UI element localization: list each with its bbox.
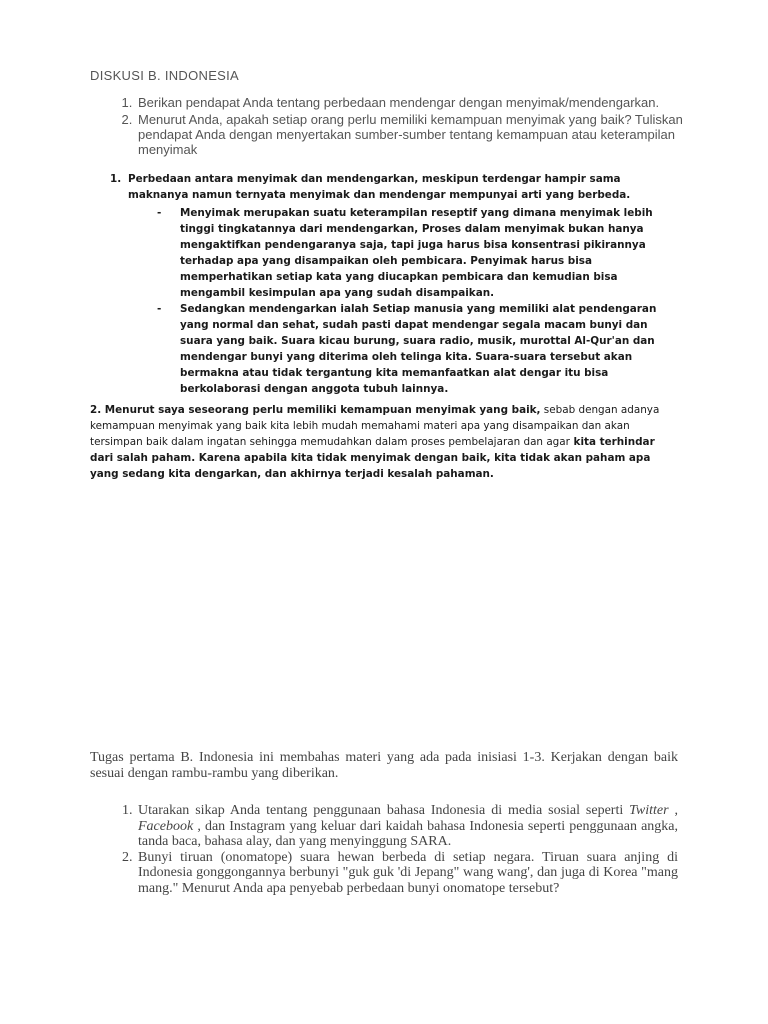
task-list (90, 803, 678, 896)
bullet-mendengarkan (110, 301, 670, 397)
facebook-name: Facebook (138, 818, 194, 834)
discussion-section (90, 68, 690, 159)
bullet-menyimak-rest: Proses dalam menyimak bukan hanya mengaktifkan pendengaranya saja, tapi juga harus bisa konsentrasi pikirannya terhadap apa yang disampaikan oleh pembicara. Penyimak harus bisa memperhatikan setiap kata yang diucapkan pembicara dan kemudian bisa mengambil kesimpulan apa yang sudah disampaikan. (180, 223, 646, 299)
task-intro: Tugas pertama B. Indonesia ini membahas materi yang ada pada inisiasi 1-3. Kerjakan dengan baik sesuai dengan rambu-rambu yang diberikan. (90, 750, 678, 781)
answer-1-bullets (110, 205, 670, 397)
answer-1-section (110, 171, 670, 397)
answer-1-number: 1. (110, 173, 122, 185)
task-section (90, 750, 678, 896)
answer-2 (90, 402, 660, 482)
task-item-1-end: , dan Instagram yang keluar dari kaidah bahasa Indonesia seperti penggunaan angka, tanda baca, bahasa alay, dan yang menyinggung SARA. (138, 818, 678, 849)
answer-2-light-mid: sebab dengan adanya kemampuan menyimak yang baik kita lebih mudah memahami materi apa yang disampaikan dan akan tersimpan baik dalam ingatan sehingga memudahkan dalam proses pembelajaran dan agar (90, 404, 660, 448)
task-item-1 (136, 803, 678, 850)
bullet-dash: - (157, 207, 162, 219)
task-item-1-separator: , (668, 803, 679, 818)
answer-1 (110, 171, 670, 203)
discussion-questions (90, 95, 690, 157)
discussion-heading: DISKUSI B. INDONESIA (90, 68, 240, 83)
question-2: 2. Menurut Anda, apakah setiap orang perlu memiliki kemampuan menyimak yang baik? Tuliskan pendapat Anda dengan menyertakan sumber-sumber tentang kemampuan atau keterampilan menyimak (136, 112, 690, 157)
answer-1-text: Perbedaan antara menyimak dan mendengarkan, meskipun terdengar hampir sama maknanya namun ternyata menyimak dan mendengar mempunyai arti yang berbeda. (128, 173, 631, 201)
answer-2-bold-end: kita terhindar dari salah paham. Karena apabila kita tidak menyimak dengan baik, kita tidak akan paham apa yang sedang kita dengarkan, dan akhirnya terjadi kesalah pahaman. (90, 436, 655, 480)
bullet-dash: - (157, 303, 162, 315)
bullet-mendengarkan-text: Sedangkan mendengarkan ialah Setiap manusia yang memiliki alat pendengaran yang normal dan sehat, sudah pasti dapat mendengar segala macam bunyi dan suara yang baik. Suara kicau burung, suara radio, musik, murottal Al-Qur'an dan mendengar bunyi yang diterima oleh telinga kita. Suara-suara tersebut akan bermakna atau tidak tergantung kita memanfaatkan alat dengar itu bisa berkolaborasi dengan anggota tubuh lainnya. (180, 303, 657, 395)
task-item-2: 2. Bunyi tiruan (onomatope) suara hewan berbeda di setiap negara. Tiruan suara anjing di Indonesia gonggongannya berbunyi "guk guk 'di Jepang" wang wang', dan juga di Korea "mang mang." Menurut Anda apa penyebab perbedaan bunyi onomatope tersebut? (136, 850, 678, 897)
task-item-1-start: Utarakan sikap Anda tentang penggunaan bahasa Indonesia di media sosial seperti (138, 803, 630, 818)
question-1: 1. Berikan pendapat Anda tentang perbedaan mendengar dengan menyimak/mendengarkan. (136, 95, 690, 110)
answer-2-bold-start: 2. Menurut saya seseorang perlu memiliki kemampuan menyimak yang baik, (90, 404, 541, 416)
bullet-menyimak-bold: Menyimak merupakan suatu keterampilan reseptif yang dimana menyimak lebih tinggi tingkatannya dari mendengarkan, (180, 207, 653, 235)
bullet-menyimak (110, 205, 670, 301)
twitter-name: Twitter (629, 803, 669, 818)
